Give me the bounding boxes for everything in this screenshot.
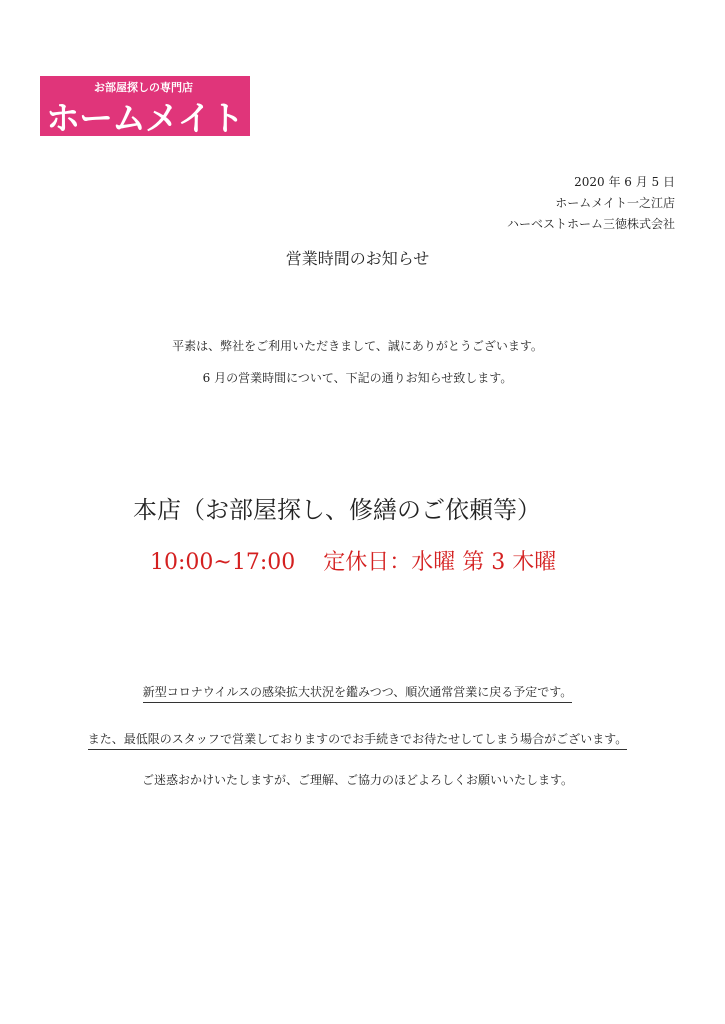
logo [40,76,250,139]
document-title: 営業時間のお知らせ [285,249,430,268]
notice-line-2 [0,730,715,747]
business-hours-line [150,545,556,576]
intro-line-1: 平素は、弊社をご利用いただきまして、誠にありがとうございます。 [172,339,543,353]
store-name-header: ホームメイト一之江店 [555,196,675,210]
business-hours: 10:00~17:00 [150,550,296,575]
logo-brand: ホームメイト [46,99,244,139]
intro-line-2: 6 月の営業時間について、下記の通りお知らせ致します。 [202,371,513,385]
company-name: ハーベストホーム三徳株式会社 [506,217,675,231]
notice-line-2-text: また、最低限のスタッフで営業しておりますのでお手続きでお待たせしてしまう場合がございます。 [88,732,627,750]
notice-line-1 [0,683,715,700]
notice-line-3: ご迷惑おかけいたしますが、ご理解、ご協力のほどよろしくお願いいたします。 [141,773,574,787]
notice-line-1-text: 新型コロナウイルスの感染拡大状況を鑑みつつ、順次通常営業に戻る予定です。 [143,685,573,703]
document-header [507,172,675,235]
document-date: 2020 年 6 月 5 日 [574,175,675,189]
logo-subtitle: お部屋探しの専門店 [94,81,193,94]
holidays: 定休日：水曜 第 3 木曜 [323,550,557,575]
store-section-title: 本店（お部屋探し、修繕のご依頼等） [133,496,541,524]
